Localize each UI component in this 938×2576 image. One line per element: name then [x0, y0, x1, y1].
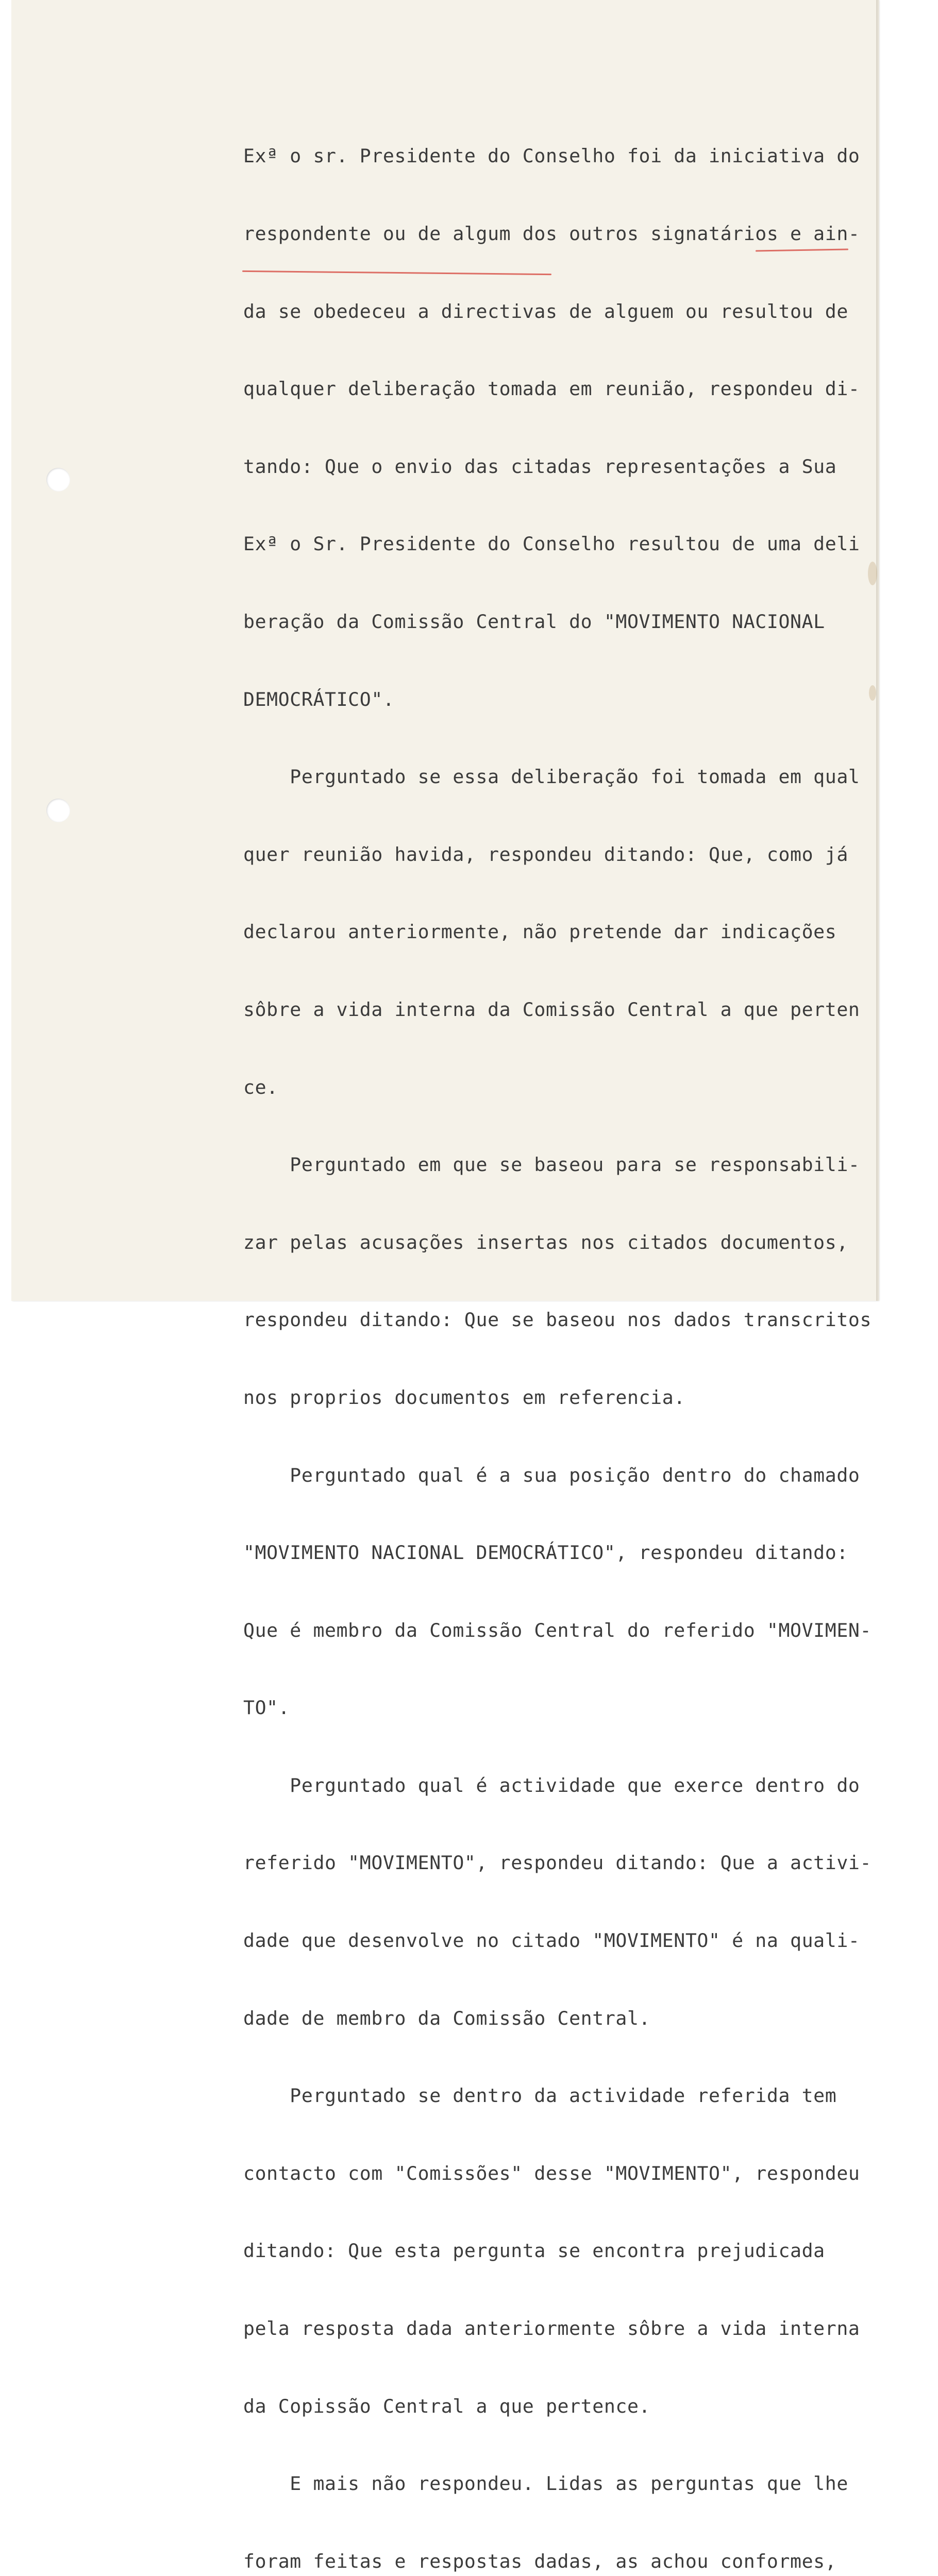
text-line: tando: Que o envio das citadas representações a Sua	[243, 455, 837, 478]
text-line: Perguntado se essa deliberação foi tomada em qual	[243, 766, 860, 788]
text-line: referido "MOVIMENTO", respondeu ditando: Que a activi-	[243, 1852, 872, 1874]
text-line: Perguntado qual é a sua posição dentro do chamado	[243, 1464, 860, 1486]
text-line: respondeu ditando: Que se baseou nos dados transcritos	[243, 1309, 872, 1331]
text-line: ce.	[243, 1076, 278, 1098]
text-line: E mais não respondeu. Lidas as perguntas que lhe	[243, 2472, 848, 2495]
text-line: respondente ou de algum dos outros signatários e ain-	[243, 223, 860, 245]
text-line: Perguntado em que se baseou para se responsabili-	[243, 1154, 860, 1176]
text-line: zar pelas acusações insertas nos citados documentos,	[243, 1231, 848, 1253]
text-line: pela resposta dada anteriormente sôbre a vida interna	[243, 2317, 860, 2340]
text-line: DEMOCRÁTICO".	[243, 688, 395, 710]
typed-text-body	[243, 92, 872, 2576]
text-line: da Copissão Central a que pertence.	[243, 2395, 651, 2417]
text-line: "MOVIMENTO NACIONAL DEMOCRÁTICO", respondeu ditando:	[243, 1541, 848, 1564]
text-line: da se obedeceu a directivas de alguem ou resultou de	[243, 300, 848, 323]
paper-edge	[876, 0, 879, 1301]
text-line: beração da Comissão Central do "MOVIMENTO NACIONAL	[243, 610, 825, 633]
text-line: contacto com "Comissões" desse "MOVIMENTO", respondeu	[243, 2162, 860, 2184]
punch-hole-lower	[46, 799, 70, 822]
text-line: qualquer deliberação tomada em reunião, respondeu di-	[243, 378, 860, 400]
text-line: TO".	[243, 1697, 290, 1719]
text-line: sôbre a vida interna da Comissão Central a que perten	[243, 998, 860, 1021]
text-line: Perguntado se dentro da actividade referida tem	[243, 2084, 837, 2107]
text-line: quer reunião havida, respondeu ditando: Que, como já	[243, 843, 848, 866]
text-line: dade que desenvolve no citado "MOVIMENTO" é na quali-	[243, 1929, 860, 1952]
text-line: Exª o sr. Presidente do Conselho foi da iniciativa do	[243, 145, 860, 167]
text-line: foram feitas e respostas dadas, as achou conformes,	[243, 2550, 837, 2572]
text-line: declarou anteriormente, não pretende dar indicações	[243, 921, 837, 943]
text-line: nos proprios documentos em referencia.	[243, 1386, 685, 1409]
text-line: dade de membro da Comissão Central.	[243, 2007, 651, 2029]
text-line: Exª o Sr. Presidente do Conselho resultou de uma deli	[243, 533, 860, 555]
text-line: ditando: Que esta pergunta se encontra prejudicada	[243, 2240, 825, 2262]
text-line: Que é membro da Comissão Central do referido "MOVIMEN-	[243, 1619, 872, 1641]
punch-hole-upper	[46, 468, 70, 492]
text-line: Perguntado qual é actividade que exerce dentro do	[243, 1774, 860, 1797]
